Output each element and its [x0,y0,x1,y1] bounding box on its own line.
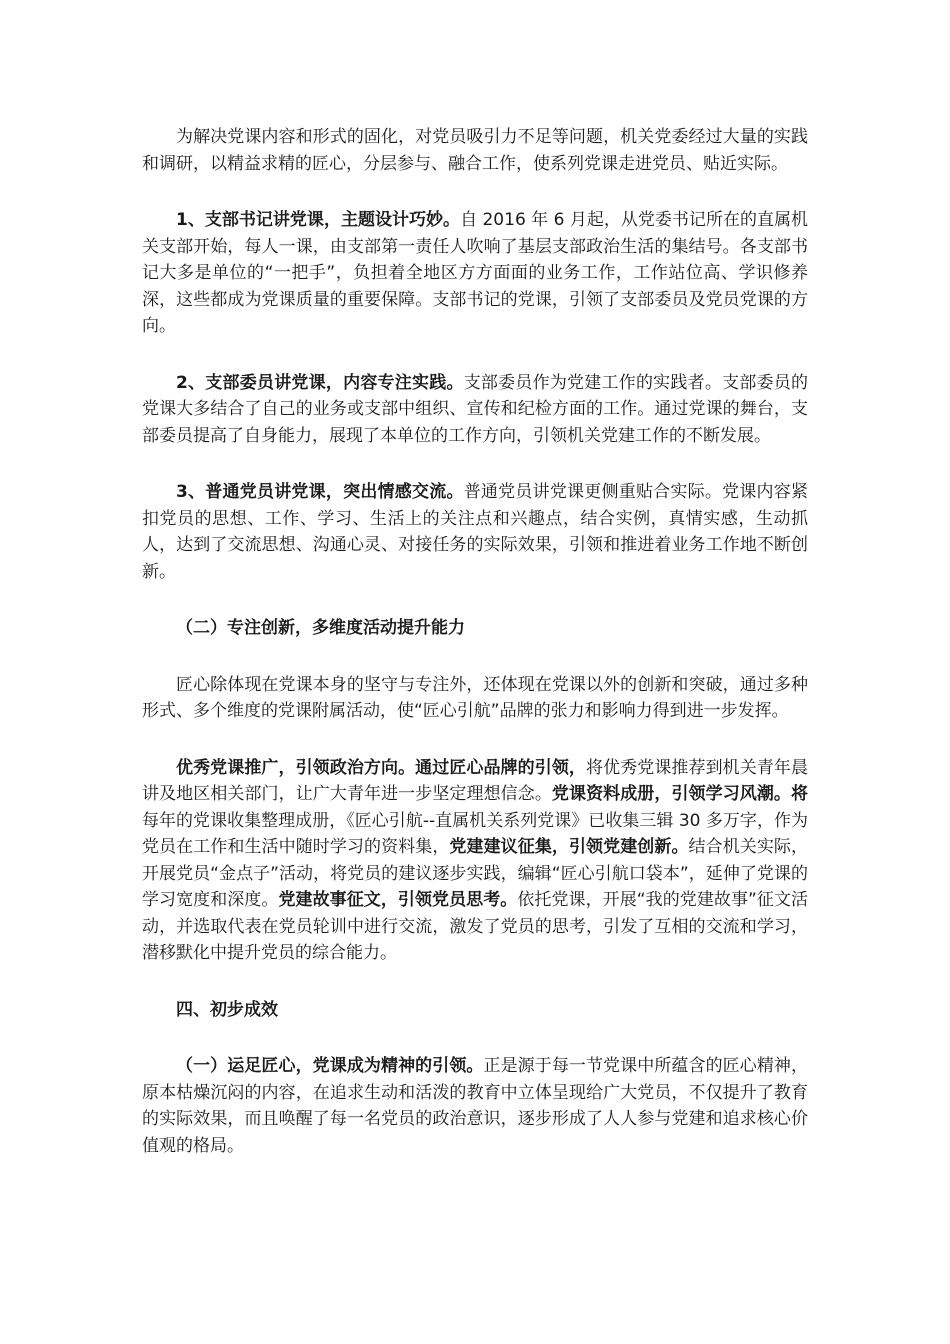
intro-text: 为解决党课内容和形式的固化，对党员吸引力不足等问题，机关党委经过大量的实践和调研，以精益求精的匠心，分层参与、融合工作，使系列党课走进党员、贴近实际。 [142,127,808,174]
section-4-heading: 四、初步成效 [176,999,278,1020]
activity-1-text: 将优秀党课推荐到机关青年晨讲及地区相关部门，让广大青年进一步坚定理想信念。 [142,757,808,804]
activities-paragraph [142,755,808,967]
item-2-body: 支部委员作为党建工作的实践者。支部委员的党课大多结合了自己的业务或支部中组织、宣传和纪检方面的工作。通过党课的舞台，支部委员提高了自身能力，展现了本单位的工作方向，引领机关党建工作的不断发展。 [142,372,808,446]
result-1-title: （一）运足匠心，党课成为精神的引领。 [176,1056,484,1076]
activity-4-title: 党建故事征文，引领党员思考。 [278,890,518,910]
result-1-body: 正是源于每一节党课中所蕴含的匠心精神，原本枯燥沉闷的内容，在追求生动和活泼的教育中立体呈现给广大党员，不仅提升了教育的实际效果，而且唤醒了每一名党员的政治意识，逐步形成了人人参与党建和追求核心价值观的格局。 [142,1056,808,1156]
activity-2-text: 每年的党课收集整理成册，《匠心引航--直属机关系列党课》已收集三辑 30 多万字，作为党员在工作和生活中随时学习的资料集， [142,810,808,857]
item-3-body: 普通党员讲党课更侧重贴合实际。党课内容紧扣党员的思想、工作、学习、生活上的关注点和兴趣点，结合实例，真情实感，生动抓人，达到了交流思想、沟通心灵、对接任务的实际效果，引领和推进着业务工作地不断创新。 [142,482,808,582]
result-1-paragraph [142,1053,808,1159]
section-2-heading: （二）专注创新，多维度活动提升能力 [176,618,465,638]
item-2-paragraph [142,370,808,450]
item-3-paragraph [142,479,808,585]
activity-1-title: 优秀党课推广，引领政治方向。通过匠心品牌的引领， [176,757,586,778]
item-1-paragraph [142,207,808,340]
activity-2-title: 党课资料成册，引领学习风潮。将 [551,784,809,804]
item-3-title: 3、普通党员讲党课，突出情感交流。 [176,482,464,502]
item-1-title: 1、支部书记讲党课，主题设计巧妙。 [176,210,461,230]
activity-4-text: 依托党课，开展“我的党建故事”征文活动，并选取代表在党员轮训中进行交流，激发了党员的思考，引发了互相的交流和学习，潜移默化中提升党员的综合能力。 [142,890,809,963]
intro-paragraph [142,124,808,177]
item-2-title: 2、支部委员讲党课，内容专注实践。 [176,372,464,393]
item-1-body: 自 2016 年 6 月起，从党委书记所在的直属机关支部开始，每人一课，由支部第一责任人吹响了基层支部政治生活的集结号。各支部书记大多是单位的“一把手”，负担着全地区方方面面的业务工作，工作站位高、学识修养深，这些都成为党课质量的重要保障。支部书记的党课，引领了支部委员及党员党课的方向。 [142,210,809,336]
section-2-intro [142,672,808,725]
activity-3-title: 党建建议征集，引领党建创新。 [449,837,689,857]
activity-3-text: 结合机关实际，开展党员“金点子”活动，将党员的建议逐步实践，编辑“匠心引航口袋本”，延伸了党课的学习宽度和深度。 [142,837,809,910]
section-2-intro-text: 匠心除体现在党课本身的坚守与专注外，还体现在党课以外的创新和突破，通过多种形式、多个维度的党课附属活动，使“匠心引航”品牌的张力和影响力得到进一步发挥。 [142,674,808,721]
